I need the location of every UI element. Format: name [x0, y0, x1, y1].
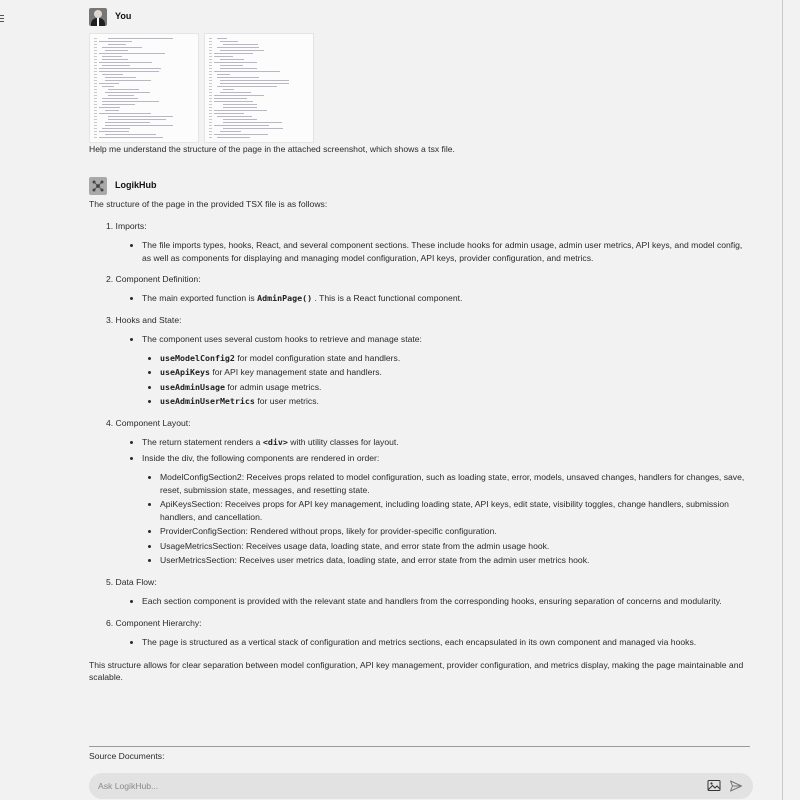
panel-divider — [782, 0, 783, 800]
list-item: • Each section component is provided with the relevant state and handlers from the corresponding hooks, ensuring separation of concerns and modularity. — [142, 595, 753, 608]
assistant-sender-name: LogikHub — [115, 180, 157, 191]
logikhub-avatar — [89, 177, 107, 195]
answer-outro: This structure allows for clear separation between model configuration, API key management, provider configuration, and metrics display, making the page maintainable and scalable. — [89, 659, 744, 683]
list-item: • The return statement renders a <div> with utility classes for layout. — [142, 436, 753, 449]
inline-code: useApiKeys — [160, 367, 210, 378]
user-avatar — [89, 8, 107, 26]
menu-icon[interactable] — [0, 15, 4, 24]
component-item: • ApiKeysSection: Receives props for API key management, including loading state, API keys, edit state, visibility toggles, change handlers, submission handlers, and cancellation. — [160, 498, 753, 524]
section-data-flow — [89, 576, 753, 608]
section-component-hierarchy — [89, 617, 753, 649]
inline-code: AdminPage() — [257, 293, 313, 304]
section-title: 6. Component Hierarchy: — [106, 617, 202, 628]
image-upload-icon[interactable] — [707, 779, 721, 792]
section-title: 1. Imports: — [106, 220, 147, 231]
component-item: • UserMetricsSection: Receives user metrics data, loading state, and error state from the admin user metrics hook. — [160, 554, 753, 567]
logikhub-logo-icon — [91, 179, 105, 193]
chat-input-bar[interactable] — [89, 773, 753, 799]
attachment-thumbnail[interactable] — [204, 33, 314, 143]
user-message-header — [89, 8, 753, 26]
section-component-layout — [89, 417, 753, 567]
attachment-thumbnail[interactable] — [89, 33, 199, 143]
section-title: 5. Data Flow: — [106, 576, 157, 587]
send-icon[interactable] — [729, 779, 743, 793]
answer-intro: The structure of the page in the provided TSX file is as follows: — [89, 198, 328, 209]
list-item: • The page is structured as a vertical stack of configuration and metrics sections, each encapsulated in its own component and managed via hooks. — [142, 636, 753, 649]
source-documents-label: Source Documents: — [89, 751, 165, 761]
section-title: 2. Component Definition: — [106, 274, 201, 285]
chat-input-placeholder[interactable]: Ask LogikHub... — [98, 781, 159, 791]
list-item: • The main exported function is AdminPage() . This is a React functional component. — [142, 292, 753, 305]
component-item: • ModelConfigSection2: Receives props related to model configuration, such as loading state, error, models, unsaved changes, handlers for changes, save, reset, submission state, messages, and resetting state. — [160, 471, 753, 497]
list-item: • The component uses several custom hooks to retrieve and manage state: • useModelConfig2 for model configuration state and handlers. • useApiKeys for API key management state and handlers. • useAdminUsage for admin usage metrics. • useAdminUserMetrics for user metrics. — [142, 333, 753, 408]
list-item: • Inside the div, the following components are rendered in order: • ModelConfigSection2: Receives props related to model configuration, such as loading state, error, models, unsaved changes, handlers for changes, save, reset, submission state, messages, and resetting state. • ApiKeysSection: Receives props for API key management, including loading state, API keys, edit state, visibility toggles, change handlers, submission handlers, and cancellation. • ProviderConfigSection: Rendered without props, likely for provider-specific configuration. • UsageMetricsSection: Receives usage data, loading state, and error state from the admin usage hook. • UserMetricsSection: Receives user metrics data, loading state, and error state from the admin user metrics hook. — [142, 452, 753, 567]
user-sender-name: You — [115, 11, 132, 22]
hook-item: • useApiKeys for API key management state and handlers. — [160, 366, 753, 379]
inline-code: useAdminUserMetrics — [160, 396, 255, 407]
hook-item: • useAdminUsage for admin usage metrics. — [160, 381, 753, 394]
hook-item: • useAdminUserMetrics for user metrics. — [160, 395, 753, 408]
component-item: • ProviderConfigSection: Rendered without props, likely for provider-specific configuration. — [160, 525, 753, 538]
section-component-definition — [89, 273, 753, 305]
section-hooks-and-state — [89, 314, 753, 408]
inline-code: useAdminUsage — [160, 381, 225, 392]
list-item: • The file imports types, hooks, React, and several component sections. These include hooks for admin usage, admin user metrics, API keys, and model config, as well as components for displaying and managing model configuration, API keys, provider configuration, and metrics. — [142, 239, 753, 265]
section-title: 4. Component Layout: — [106, 418, 191, 429]
hook-item: • useModelConfig2 for model configuration state and handlers. — [160, 352, 753, 365]
section-title: 3. Hooks and State: — [106, 315, 182, 326]
assistant-message-header — [89, 177, 753, 195]
inline-code: useModelConfig2 — [160, 353, 235, 364]
chat-thread — [89, 8, 753, 684]
attachments — [89, 33, 753, 143]
user-message-text: Help me understand the structure of the page in the attached screenshot, which shows a tsx file. — [89, 144, 455, 154]
inline-code: <div> — [262, 436, 288, 447]
component-item: • UsageMetricsSection: Receives usage data, loading state, and error state from the admin usage hook. — [160, 540, 753, 553]
section-imports — [89, 220, 753, 265]
source-divider — [89, 746, 750, 747]
